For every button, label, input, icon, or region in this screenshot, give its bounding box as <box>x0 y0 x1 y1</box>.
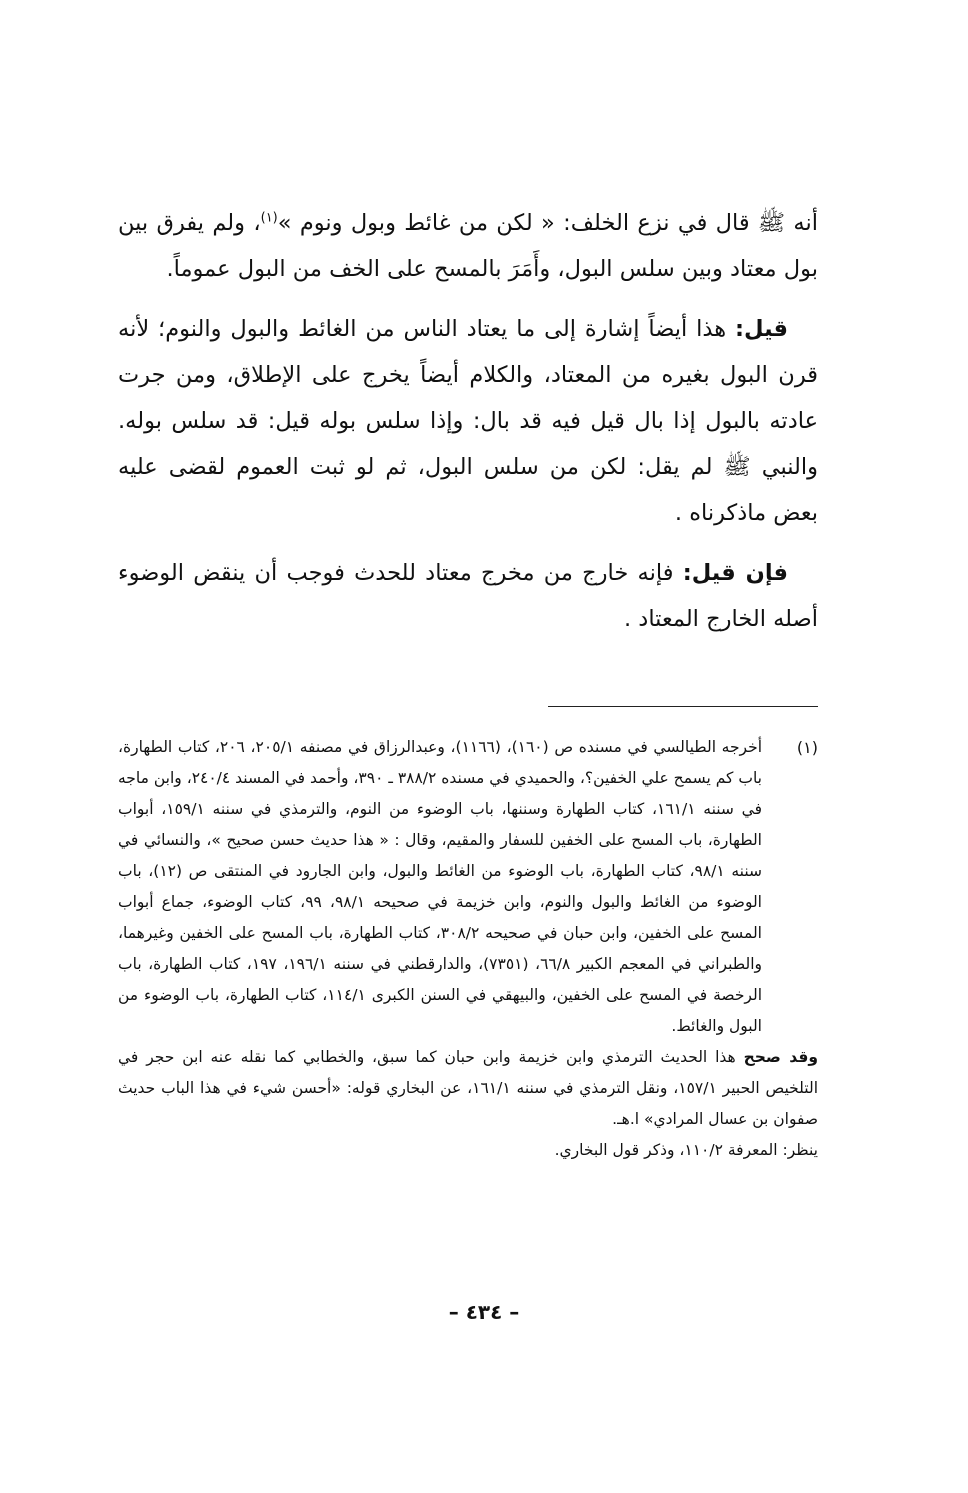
paragraph-1 <box>118 200 818 292</box>
paragraph-2 <box>118 306 818 536</box>
footnotes <box>118 732 818 1166</box>
paragraph-3 <box>118 550 818 642</box>
footnote-see-also: ينظر: المعرفة ١١٠/٢، وذكر قول البخاري. <box>554 1141 818 1159</box>
footnote-ref-1[interactable]: (١) <box>260 210 278 226</box>
footnote-extra-text: هذا الحديث الترمذي وابن خزيمة وابن حبان كما سبق، والخطابي كما نقله عنه ابن حجر في التلخيص الحبير ١٥٧/١، ونقل الترمذي في سننه ١٦١/١، عن البخاري قوله: «أحسن شيء في هذا الباب حديث صفوان بن عسال المرادي» ا.هـ. <box>118 1048 819 1128</box>
paragraph-2-label: قيل: <box>735 316 788 342</box>
footnote-divider <box>548 706 818 707</box>
footnote-1 <box>118 732 818 1042</box>
footnote-1-text: أخرجه الطيالسي في مسنده ص (١٦٠)، (١١٦٦)، وعبدالرزاق في مصنفه ٢٠٥/١، ٢٠٦، كتاب الطهارة، باب كم يسمح علي الخفين؟، والحميدي في مسنده ٣٨٨/٢ ـ ٣٩٠، وأحمد في المسند ٢٤٠/٤، وابن ماجه في سننه ١٦١/١، كتاب الطهارة وسننها، باب الوضوء من النوم، والترمذي في سننه ١٥٩/١، أبواب الطهارة، باب المسح على الخفين للسفار والمقيم، وقال : « هذا حديث حسن صحيح »، والنسائي في سننه ٩٨/١، كتاب الطهارة، باب الوضوء من الغائط والبول، وابن الجارود في المنتقى ص (١٢)، باب الوضوء من الغائط والبول والنوم، وابن خزيمة في صحيحه ٩٨/١، ٩٩، كتاب الوضوء، جماع أبواب المسح على الخفين، وابن حبان في صحيحه ٣٠٨/٢، كتاب الطهارة، باب المسح على الخفين وغيرهما، والطبراني في المعجم الكبير ٦٦/٨، (٧٣٥١)، والدارقطني في سننه ١٩٦/١، ١٩٧، كتاب الطهارة، باب الرخصة في المسح على الخفين، والبيهقي في السنن الكبرى ١١٤/١، كتاب الطهارة، باب الوضوء من البول والغائط. <box>118 738 762 1035</box>
paragraph-3-label: فإن قيل: <box>682 560 789 586</box>
main-text <box>118 200 818 656</box>
paragraph-1-text: أنه ﷺ قال في نزع الخلف: « لكن من غائط وبول ونوم » <box>277 210 818 236</box>
paragraph-2-text: هذا أيضاً إشارة إلى ما يعتاد الناس من الغائط والبول والنوم؛ لأنه قرن البول بغيره من المعتاد، والكلام أيضاً يخرج على الإطلاق، ومن جرت عادته بالبول إذا بال قيل فيه قد بال: وإذا سلس بوله قيل: قد سلس بوله. والنبي ﷺ لم يقل: لكن من سلس البول، ثم لو ثبت العموم لقضى عليه بعض ماذكرناه . <box>118 316 818 526</box>
footnote-extra <box>118 1042 818 1166</box>
footnote-extra-lead: وقد صحح <box>743 1048 818 1066</box>
footnote-extra-paragraph <box>118 1042 818 1135</box>
page-number: – ٤٣٤ – <box>448 1300 520 1324</box>
footnote-1-number: (١) <box>796 738 818 757</box>
paragraph-3-text: فإنه خارج من مخرج معتاد للحدث فوجب أن ينقض الوضوء أصله الخارج المعتاد . <box>118 560 818 632</box>
paragraph-1-text-after: ، ولم يفرق بين بول معتاد وبين سلس البول، وأَمَرَ بالمسح على الخف من البول عموماً. <box>118 210 818 282</box>
